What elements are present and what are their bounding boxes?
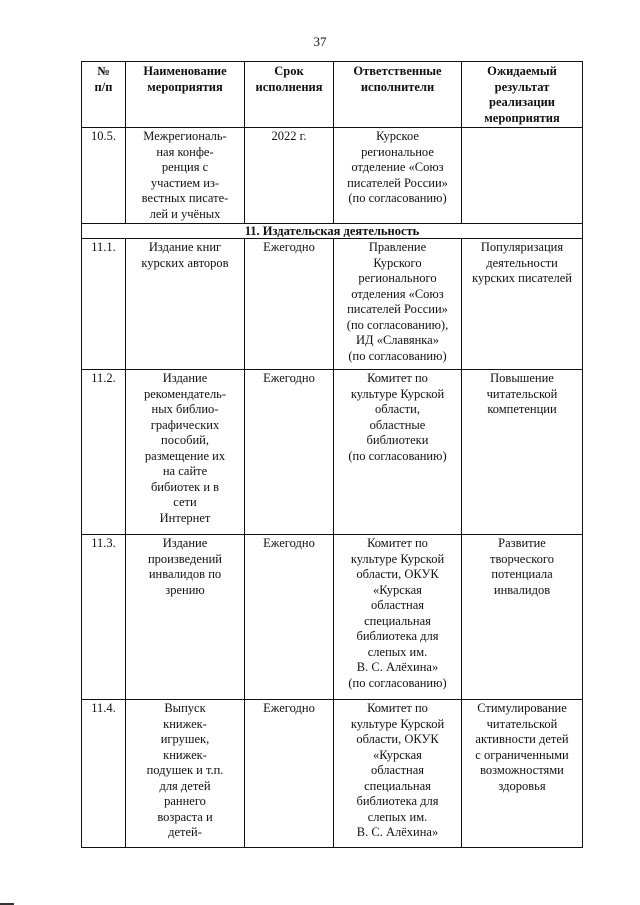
header-expected-result: Ожидаемый результат реализации мероприятия [462,62,583,128]
row-number: 11.2. [82,370,126,535]
row-number: 11.3. [82,535,126,700]
event-responsible: Курское региональное отделение «Союз писателей России» (по согласованию) [334,128,462,224]
section-row-publishing [82,224,583,239]
header-responsible: Ответственные исполнители [334,62,462,128]
event-result [462,128,583,224]
table-row-11-1 [82,239,583,370]
header-term: Срок исполнения [245,62,334,128]
event-term: Ежегодно [245,535,334,700]
event-name: Выпуск книжек- игрушек, книжек- подушек и т.п. для детей раннего возраста и детей- [126,700,245,848]
event-term: 2022 г. [245,128,334,224]
page-number: 37 [313,34,327,49]
row-number: 11.1. [82,239,126,370]
table-row-10-5 [82,128,583,224]
event-term: Ежегодно [245,370,334,535]
event-result: Стимулирование читательской активности детей с ограниченными возможностями здоровья [462,700,583,848]
table-row-11-3 [82,535,583,700]
event-responsible: Комитет по культуре Курской области, областные библиотеки (по согласованию) [334,370,462,535]
event-result: Развитие творческого потенциала инвалидов [462,535,583,700]
event-result: Популяризация деятельности курских писателей [462,239,583,370]
event-result: Повышение читательской компетенции [462,370,583,535]
table-row-11-4 [82,700,583,848]
row-number: 11.4. [82,700,126,848]
row-number: 10.5. [82,128,126,224]
event-name: Межрегиональ- ная конфе- ренция с участием из- вестных писате- лей и учёных [126,128,245,224]
event-name: Издание рекомендатель- ных библио- графических пособий, размещение их на сайте бибиотек и в сети Интернет [126,370,245,535]
event-responsible: Правление Курского регионального отделения «Союз писателей России» (по согласованию), ИД «Славянка» (по согласованию) [334,239,462,370]
event-responsible: Комитет по культуре Курской области, ОКУК «Курская областная специальная библиотека для слепых им. В. С. Алёхина» [334,700,462,848]
event-responsible: Комитет по культуре Курской области, ОКУК «Курская областная специальная библиотека для слепых им. В. С. Алёхина» (по согласованию) [334,535,462,700]
header-number: № п/п [82,62,126,128]
section-title: 11. Издательская деятельность [82,224,583,239]
event-term: Ежегодно [245,700,334,848]
event-name: Издание произведений инвалидов по зрению [126,535,245,700]
events-plan-table [81,61,583,848]
header-event-name: Наименование мероприятия [126,62,245,128]
table-header-row [82,62,583,128]
table-row-11-2 [82,370,583,535]
event-term: Ежегодно [245,239,334,370]
event-name: Издание книг курских авторов [126,239,245,370]
